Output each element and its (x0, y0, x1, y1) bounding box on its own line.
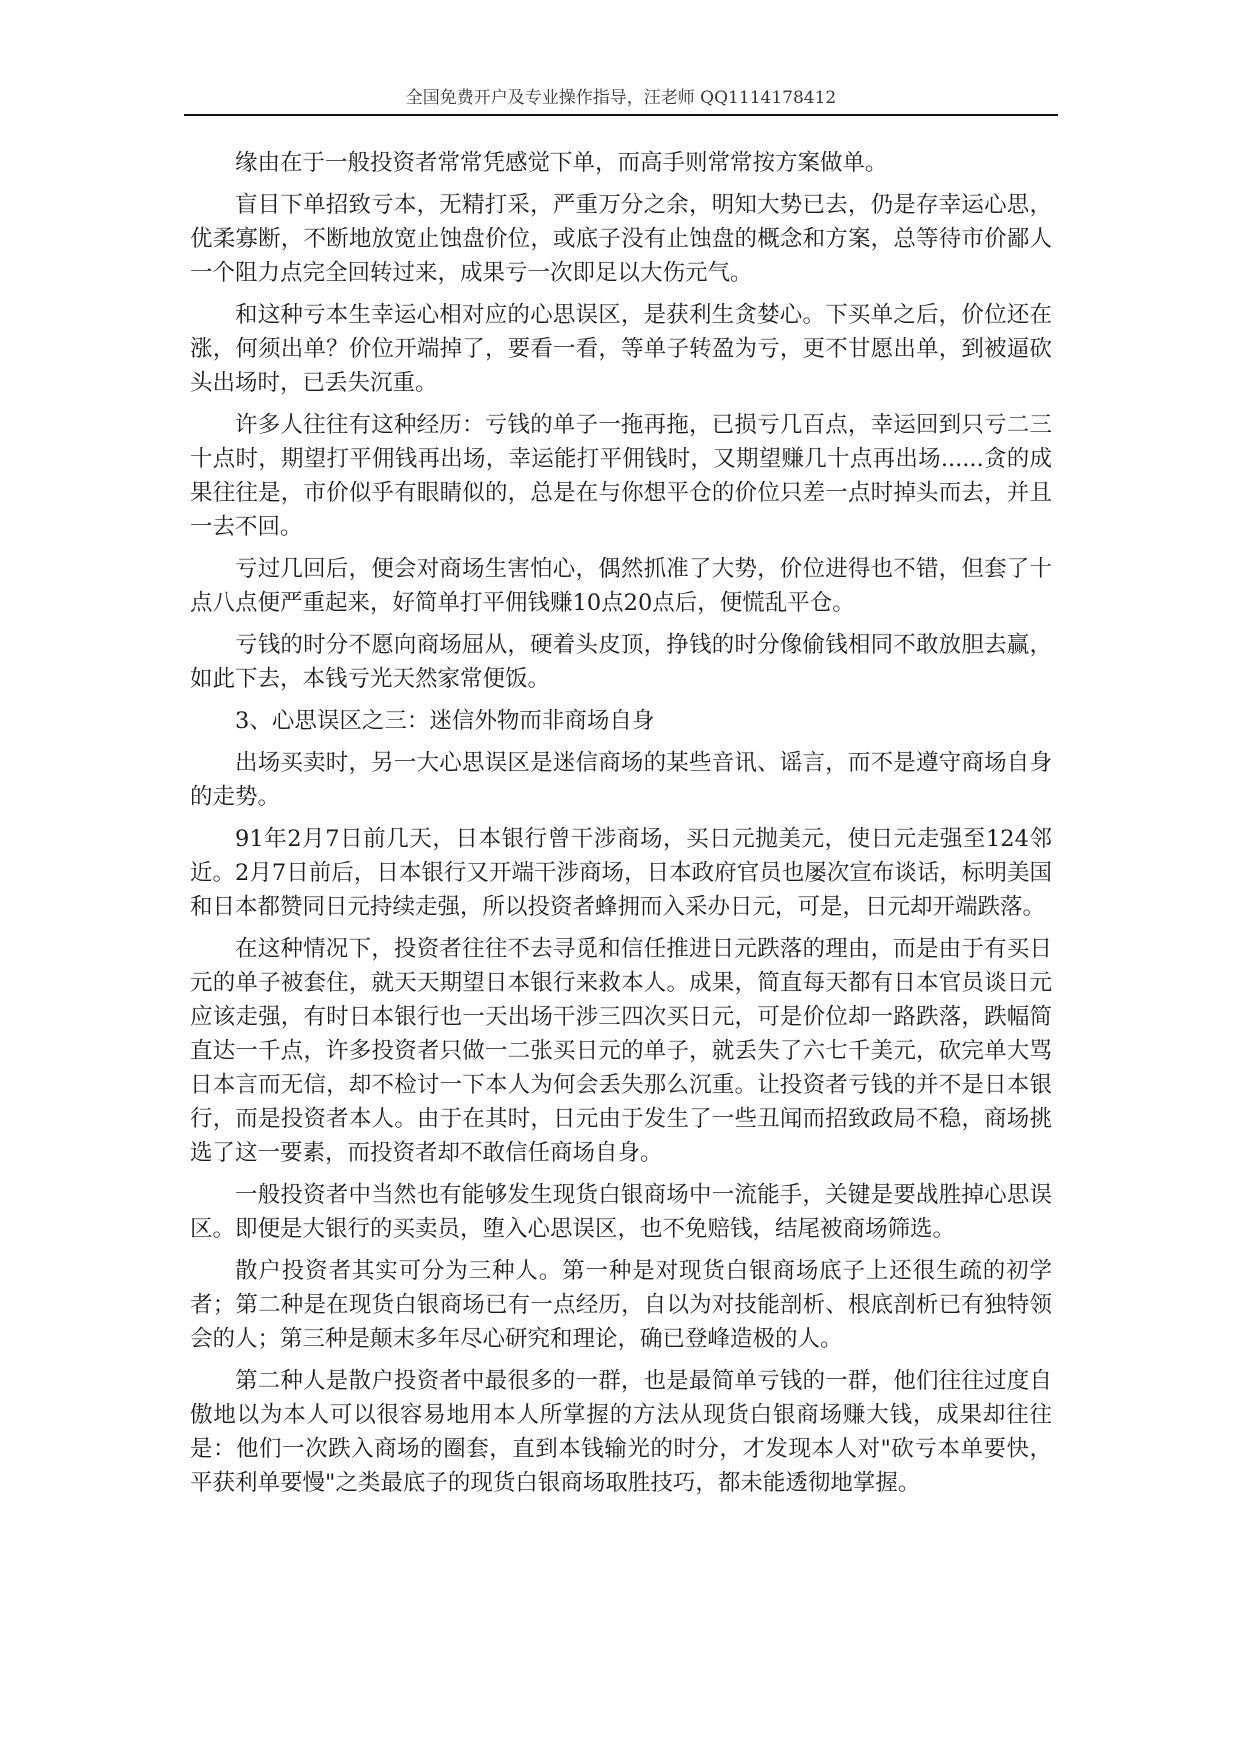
paragraph-10: 在这种情况下，投资者往往不去寻觅和信任推进日元跌落的理由，而是由于有买日元的单子被套住，就天天期望日本银行来救本人。成果，简直每天都有日本官员谈日元应该走强，有时日本银行也一天出场干涉三四次买日元，可是价位却一路跌落，跌幅简直达一千点，许多投资者只做一二张买日元的单子，就丢失了六七千美元，砍完单大骂日本言而无信，却不检讨一下本人为何会丢失那么沉重。让投资者亏钱的并不是日本银行，而是投资者本人。由于在其时，日元由于发生了一些丑闻而招致政局不稳，商场挑选了这一要素，而投资者却不敢信任商场自身。 (190, 936, 1052, 1166)
paragraph-13: 第二种人是散户投资者中最很多的一群，也是最简单亏钱的一群，他们往往过度自傲地以为本人可以很容易地用本人所掌握的方法从现货白银商场赚大钱，成果却往往是：他们一次跌入商场的圈套，直到本钱输光的时分，才发现本人对"砍亏本单要快，平获利单要慢"之类最底子的现货白银商场取胜技巧，都未能透彻地掌握。 (190, 1368, 1052, 1496)
paragraph-5: 亏过几回后，便会对商场生害怕心，偶然抓准了大势，价位进得也不错，但套了十点八点便严重起来，好简单打平佣钱赚10点20点后，便慌乱平仓。 (190, 556, 1052, 616)
header-divider (184, 114, 1058, 116)
page-header: 全国免费开户及专业操作指导，汪老师 QQ1114178412 (405, 88, 837, 108)
paragraph-4: 许多人往往有这种经历：亏钱的单子一拖再拖，已损亏几百点，幸运回到只亏二三十点时，期望打平佣钱再出场，幸运能打平佣钱时，又期望赚几十点再出场......贪的成果往往是，市价似乎有眼睛似的，总是在与你想平仓的价位只差一点时掉头而去，并且一去不回。 (190, 412, 1052, 540)
document-body (190, 146, 1052, 1508)
section-heading: 3、心思误区之三：迷信外物而非商场自身 (235, 708, 655, 734)
paragraph-3: 和这种亏本生幸运心相对应的心思误区，是获利生贪婪心。下买单之后，价位还在涨，何须出单？价位开端掉了，要看一看，等单子转盈为亏，更不甘愿出单，到被逼砍头出场时，已丢失沉重。 (190, 302, 1052, 396)
paragraph-1: 缘由在于一般投资者常常凭感觉下单，而高手则常常按方案做单。 (235, 150, 888, 176)
paragraph-11: 一般投资者中当然也有能够发生现货白银商场中一流能手，关键是要战胜掉心思误区。即便是大银行的买卖员，堕入心思误区，也不免赔钱，结尾被商场筛选。 (190, 1182, 1052, 1242)
paragraph-6: 亏钱的时分不愿向商场屈从，硬着头皮顶，挣钱的时分像偷钱相同不敢放胆去赢，如此下去，本钱亏光天然家常便饭。 (190, 632, 1052, 692)
paragraph-9: 91年2月7日前几天，日本银行曾干涉商场，买日元抛美元，使日元走强至124邻近。2月7日前后，日本银行又开端干涉商场，日本政府官员也屡次宣布谈话，标明美国和日本都赞同日元持续走强，所以投资者蜂拥而入采办日元，可是，日元却开端跌落。 (190, 826, 1052, 920)
paragraph-2: 盲目下单招致亏本，无精打采，严重万分之余，明知大势已去，仍是存幸运心思，优柔寡断，不断地放宽止蚀盘价位，或底子没有止蚀盘的概念和方案，总等待市价鄙人一个阻力点完全回转过来，成果亏一次即足以大伤元气。 (190, 192, 1052, 286)
paragraph-12: 散户投资者其实可分为三种人。第一种是对现货白银商场底子上还很生疏的初学者；第二种是在现货白银商场已有一点经历，自以为对技能剖析、根底剖析已有独特领会的人；第三种是颠末多年尽心研究和理论，确已登峰造极的人。 (190, 1258, 1052, 1352)
paragraph-8: 出场买卖时，另一大心思误区是迷信商场的某些音讯、谣言，而不是遵守商场自身的走势。 (190, 750, 1052, 810)
